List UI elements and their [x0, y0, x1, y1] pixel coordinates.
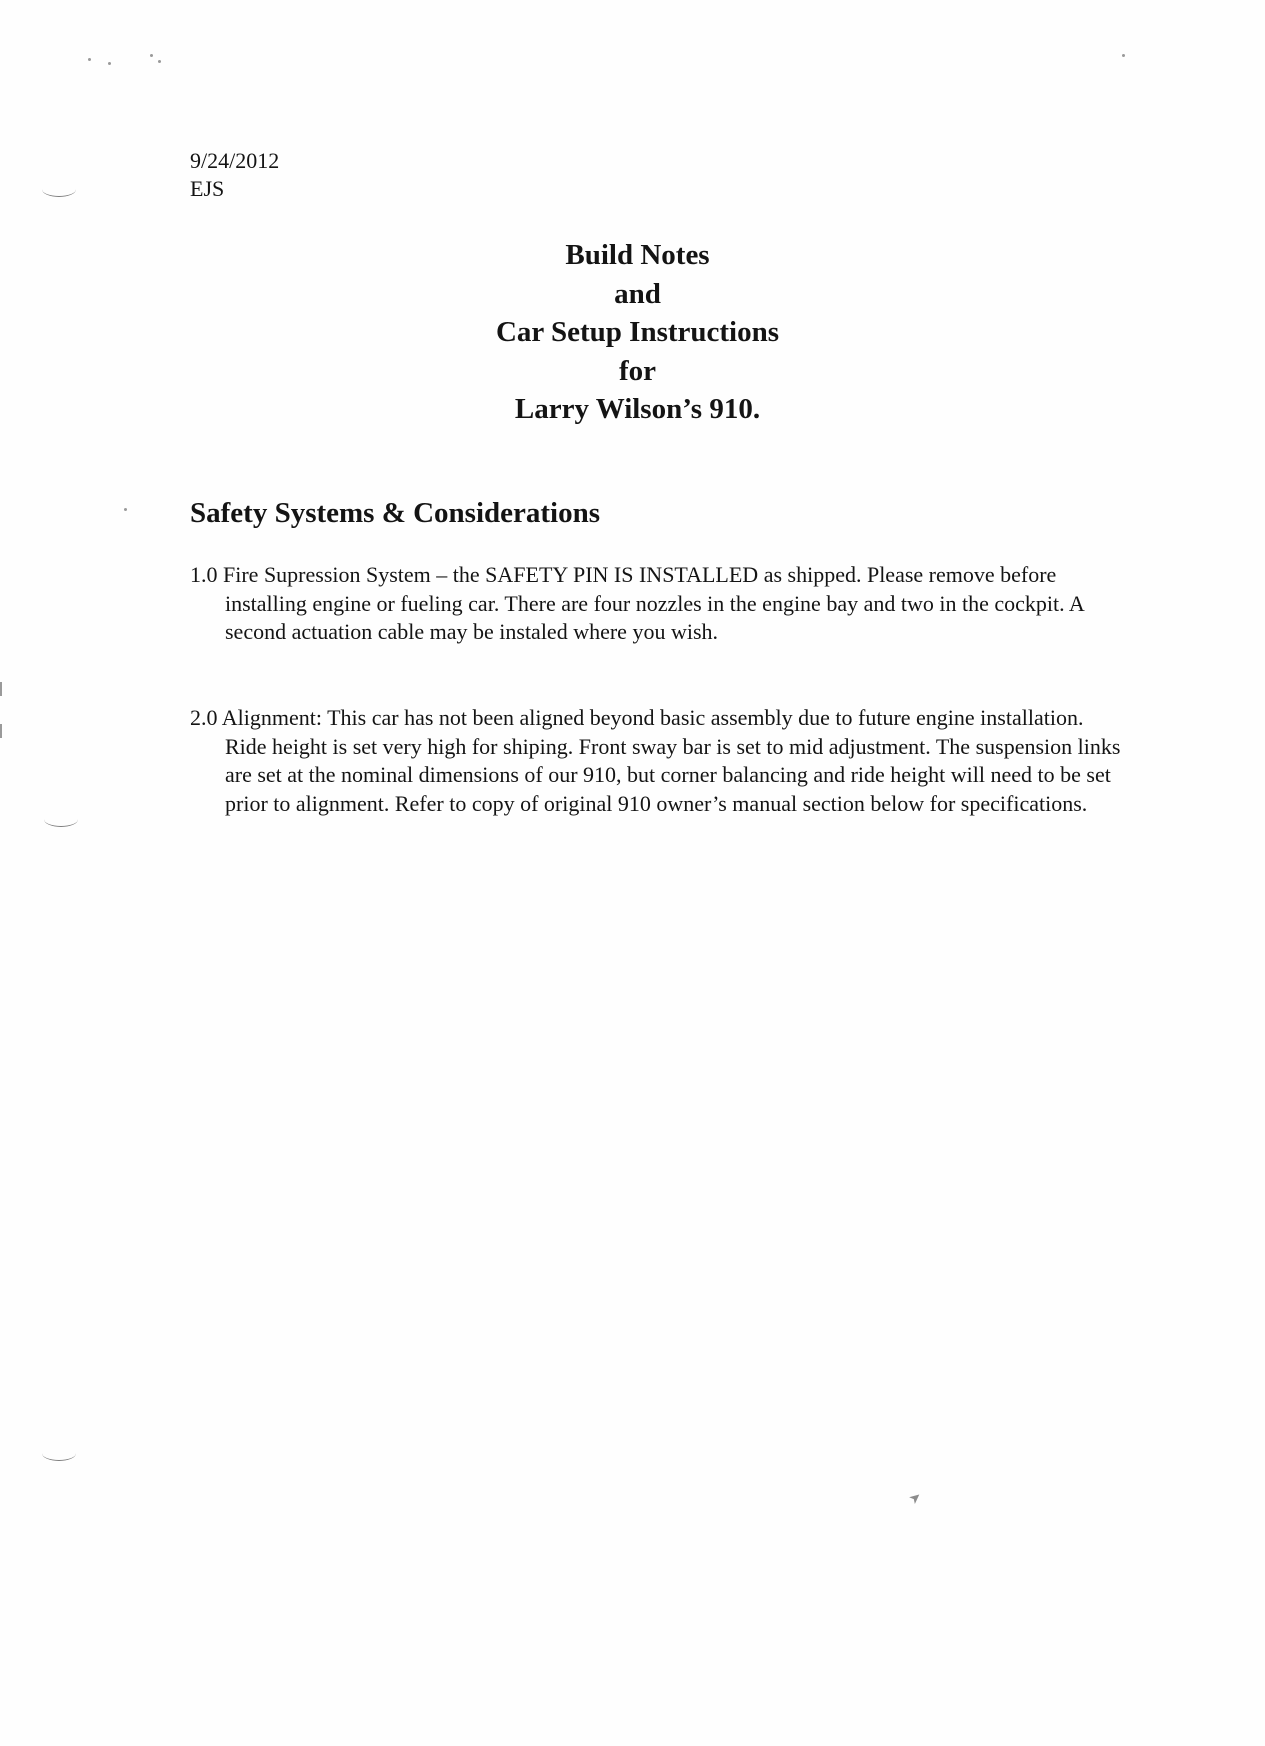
- edge-mark: [0, 682, 2, 696]
- list-item: 1.0 Fire Supression System – the SAFETY PIN IS INSTALLED as shipped. Please remove before installing engine or fueling car. There are four nozzles in the engine bay and two in the cockpit. A second actuation cable may be instaled where you wish.: [190, 562, 1084, 644]
- document-date: 9/24/2012: [190, 148, 280, 173]
- scan-arrow-mark: ➤: [906, 1488, 926, 1509]
- document-header: [190, 147, 279, 203]
- title-line: and: [614, 277, 661, 310]
- scan-speck: [88, 58, 91, 61]
- section-heading: Safety Systems & Considerations: [190, 497, 601, 529]
- punch-hole-shadow: [42, 182, 76, 197]
- punch-hole-shadow: [44, 812, 78, 827]
- scan-speck: [108, 62, 111, 65]
- scan-speck: [150, 54, 153, 57]
- title-line: Build Notes: [565, 239, 710, 271]
- edge-mark: [0, 724, 2, 738]
- scan-speck: [158, 60, 161, 63]
- title-line: for: [618, 354, 657, 387]
- title-line: Car Setup Instructions: [495, 316, 780, 348]
- list-item: 2.0 Alignment: This car has not been aligned beyond basic assembly due to future engine installation. Ride height is set very high for shiping. Front sway bar is set to mid adjustment. The suspension links are set at the nominal dimensions of our 910, but corner balancing and ride height will need to be set prior to alignment. Refer to copy of original 910 owner’s manual section below for specifications.: [190, 705, 1121, 816]
- author-initials: EJS: [190, 176, 225, 201]
- scan-speck: [1122, 54, 1125, 57]
- title-line: Larry Wilson’s 910.: [514, 393, 761, 425]
- punch-hole-shadow: [42, 1446, 76, 1461]
- document-title: [380, 236, 895, 429]
- scan-speck: [124, 508, 127, 511]
